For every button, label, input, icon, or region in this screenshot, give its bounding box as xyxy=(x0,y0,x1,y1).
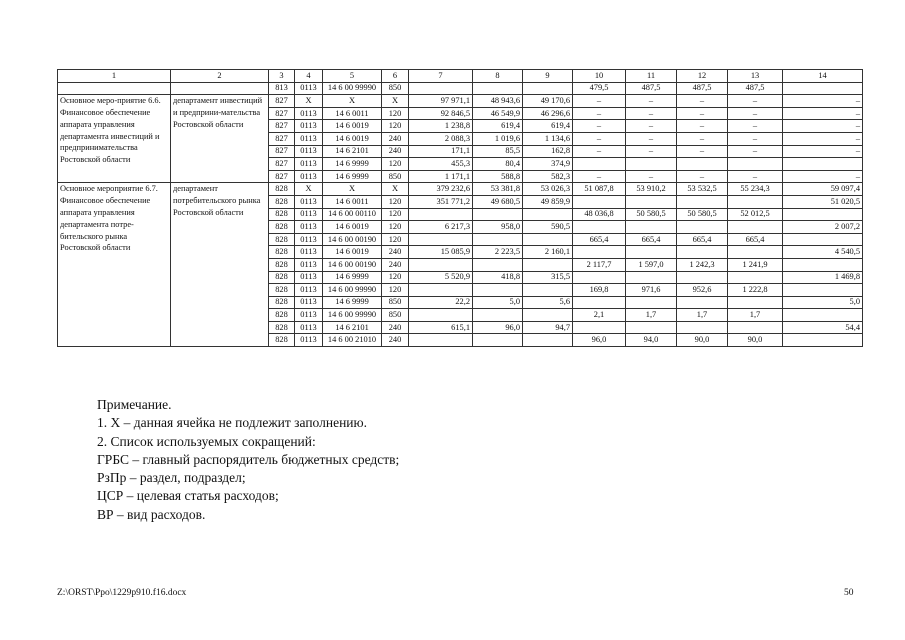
table-cell: 14 6 0019 xyxy=(323,132,382,145)
table-cell xyxy=(409,334,473,347)
table-cell: – xyxy=(626,132,677,145)
table-cell: 827 xyxy=(269,158,295,171)
table-cell xyxy=(677,246,728,259)
table-cell: 22,2 xyxy=(409,296,473,309)
table-cell: 582,3 xyxy=(523,170,573,183)
table-cell: 828 xyxy=(269,271,295,284)
table-cell: 120 xyxy=(382,107,409,120)
table-row xyxy=(58,95,863,108)
table-cell: 94,7 xyxy=(523,321,573,334)
table-cell: 827 xyxy=(269,95,295,108)
table-cell: 49 170,6 xyxy=(523,95,573,108)
table-cell: 240 xyxy=(382,132,409,145)
table-cell xyxy=(58,82,171,95)
table-cell: 1,7 xyxy=(677,309,728,322)
table-cell xyxy=(728,221,783,234)
table-cell: 120 xyxy=(382,271,409,284)
table-cell: 828 xyxy=(269,183,295,196)
table-cell: 0113 xyxy=(295,296,323,309)
table-cell xyxy=(728,296,783,309)
column-header: 7 xyxy=(409,70,473,83)
table-cell: 52 012,5 xyxy=(728,208,783,221)
note-line: ЦСР – целевая статья расходов; xyxy=(97,488,279,504)
table-row xyxy=(58,183,863,196)
table-cell: 54,4 xyxy=(783,321,863,334)
table-cell: – xyxy=(728,170,783,183)
table-cell: – xyxy=(728,95,783,108)
table-cell xyxy=(409,309,473,322)
table-cell xyxy=(171,82,269,95)
table-cell: 2 223,5 xyxy=(473,246,523,259)
table-cell: 240 xyxy=(382,258,409,271)
table-cell xyxy=(573,221,626,234)
table-cell: 46 549,9 xyxy=(473,107,523,120)
table-cell xyxy=(409,233,473,246)
table-cell: 46 296,6 xyxy=(523,107,573,120)
table-cell: 0113 xyxy=(295,258,323,271)
table-cell: 90,0 xyxy=(728,334,783,347)
table-cell: 5,6 xyxy=(523,296,573,309)
table-cell: 120 xyxy=(382,208,409,221)
table-cell: 51 020,5 xyxy=(783,195,863,208)
table-cell: 5 520,9 xyxy=(409,271,473,284)
table-cell: – xyxy=(626,145,677,158)
table-cell: 827 xyxy=(269,132,295,145)
table-cell: 827 xyxy=(269,170,295,183)
table-cell: 0113 xyxy=(295,195,323,208)
table-cell xyxy=(523,258,573,271)
table-cell: – xyxy=(728,107,783,120)
table-cell: 53 026,3 xyxy=(523,183,573,196)
table-cell xyxy=(783,82,863,95)
table-cell xyxy=(626,195,677,208)
table-cell: 120 xyxy=(382,221,409,234)
table-cell: 14 6 00 99990 xyxy=(323,309,382,322)
table-cell: 0113 xyxy=(295,120,323,133)
table-cell xyxy=(523,82,573,95)
table-cell xyxy=(573,271,626,284)
table-cell xyxy=(573,195,626,208)
table-cell: 828 xyxy=(269,233,295,246)
table-cell: – xyxy=(573,145,626,158)
table-cell: 418,8 xyxy=(473,271,523,284)
table-cell xyxy=(728,195,783,208)
column-header: 8 xyxy=(473,70,523,83)
table-cell: 665,4 xyxy=(573,233,626,246)
column-header: 14 xyxy=(783,70,863,83)
table-cell xyxy=(677,321,728,334)
table-cell: – xyxy=(626,107,677,120)
table-cell: 90,0 xyxy=(677,334,728,347)
column-header: 2 xyxy=(171,70,269,83)
table-cell: 0113 xyxy=(295,221,323,234)
table-cell: 94,0 xyxy=(626,334,677,347)
table-cell: 51 087,8 xyxy=(573,183,626,196)
table-cell: X xyxy=(295,95,323,108)
table-cell: 55 234,3 xyxy=(728,183,783,196)
table-cell: 850 xyxy=(382,309,409,322)
column-header: 4 xyxy=(295,70,323,83)
table-cell: 0113 xyxy=(295,271,323,284)
table-cell: 1 241,9 xyxy=(728,258,783,271)
table-cell: 1,7 xyxy=(626,309,677,322)
table-cell xyxy=(473,284,523,297)
table-cell: 619,4 xyxy=(523,120,573,133)
table-cell: 487,5 xyxy=(626,82,677,95)
table-cell: 120 xyxy=(382,195,409,208)
table-cell: 5,0 xyxy=(783,296,863,309)
table-cell: 96,0 xyxy=(573,334,626,347)
table-cell: 315,5 xyxy=(523,271,573,284)
column-header: 13 xyxy=(728,70,783,83)
table-cell: 53 381,8 xyxy=(473,183,523,196)
table-cell: – xyxy=(677,132,728,145)
table-cell xyxy=(677,158,728,171)
table-cell: 50 580,5 xyxy=(677,208,728,221)
table-cell: 0113 xyxy=(295,82,323,95)
table-cell xyxy=(783,233,863,246)
table-cell: 1 469,8 xyxy=(783,271,863,284)
table-cell: 14 6 00 00190 xyxy=(323,258,382,271)
table-cell xyxy=(626,296,677,309)
table-cell: 5,0 xyxy=(473,296,523,309)
table-cell: 2,1 xyxy=(573,309,626,322)
table-cell xyxy=(728,158,783,171)
table-cell: 92 846,5 xyxy=(409,107,473,120)
table-cell xyxy=(728,271,783,284)
notes-title: Примечание. xyxy=(97,397,172,412)
table-cell: 2 160,1 xyxy=(523,246,573,259)
table-cell: 665,4 xyxy=(626,233,677,246)
table-cell xyxy=(626,221,677,234)
footer-page-number: 50 xyxy=(844,588,854,598)
table-cell: 4 540,5 xyxy=(783,246,863,259)
table-cell: 240 xyxy=(382,246,409,259)
table-cell: 588,8 xyxy=(473,170,523,183)
table-cell xyxy=(573,158,626,171)
table-cell: 0113 xyxy=(295,158,323,171)
table-cell: 120 xyxy=(382,284,409,297)
table-cell: 828 xyxy=(269,258,295,271)
table-cell: – xyxy=(573,95,626,108)
table-cell: 1 238,8 xyxy=(409,120,473,133)
table-cell: 619,4 xyxy=(473,120,523,133)
column-header: 3 xyxy=(269,70,295,83)
table-cell: X xyxy=(382,95,409,108)
table-cell xyxy=(783,208,863,221)
table-cell xyxy=(523,284,573,297)
table-cell: 0113 xyxy=(295,233,323,246)
table-cell: 479,5 xyxy=(573,82,626,95)
table-cell xyxy=(783,334,863,347)
table-cell: 813 xyxy=(269,82,295,95)
table-cell: 1 222,8 xyxy=(728,284,783,297)
table-cell: – xyxy=(728,120,783,133)
table-cell: 96,0 xyxy=(473,321,523,334)
table-cell: – xyxy=(783,145,863,158)
table-cell: – xyxy=(728,145,783,158)
table-cell xyxy=(573,321,626,334)
table-cell: 59 097,4 xyxy=(783,183,863,196)
table-cell xyxy=(626,321,677,334)
table-cell: 14 6 0019 xyxy=(323,120,382,133)
footer-file-path: Z:\ORST\Ppo\1229p910.f16.docx xyxy=(57,588,187,598)
table-cell: – xyxy=(783,95,863,108)
table-cell: 14 6 00 99990 xyxy=(323,82,382,95)
table-cell xyxy=(409,208,473,221)
table-cell xyxy=(523,208,573,221)
table-cell: 48 036,8 xyxy=(573,208,626,221)
table-cell: 351 771,2 xyxy=(409,195,473,208)
table-cell: 120 xyxy=(382,158,409,171)
table-cell: 665,4 xyxy=(677,233,728,246)
table-cell: – xyxy=(677,120,728,133)
table-cell: 49 680,5 xyxy=(473,195,523,208)
table-cell: 1 134,6 xyxy=(523,132,573,145)
table-cell: – xyxy=(573,132,626,145)
table-cell: 14 6 00 00190 xyxy=(323,233,382,246)
table-cell: – xyxy=(783,120,863,133)
note-line: 1. Х – данная ячейка не подлежит заполнению. xyxy=(97,415,367,431)
table-cell xyxy=(626,158,677,171)
table-cell: 455,3 xyxy=(409,158,473,171)
table-cell xyxy=(728,321,783,334)
table-cell: 2 117,7 xyxy=(573,258,626,271)
table-cell: 14 6 9999 xyxy=(323,158,382,171)
table-cell: 120 xyxy=(382,120,409,133)
table-cell: 1 597,0 xyxy=(626,258,677,271)
table-cell: 0113 xyxy=(295,321,323,334)
measure-name-cell: Основное мероприятие 6.7. Финансовое обеспечение аппарата управления департамента потре-бительского рынка Ростовской области xyxy=(58,183,171,347)
table-cell: – xyxy=(677,145,728,158)
table-cell: 487,5 xyxy=(728,82,783,95)
table-cell: 162,8 xyxy=(523,145,573,158)
note-line: ГРБС – главный распорядитель бюджетных средств; xyxy=(97,451,400,467)
executor-cell: департамент инвестиций и предприни-мательства Ростовской области xyxy=(171,95,269,183)
table-cell: 1 019,6 xyxy=(473,132,523,145)
table-cell: 171,1 xyxy=(409,145,473,158)
table-cell: – xyxy=(626,120,677,133)
table-cell: 14 6 9999 xyxy=(323,170,382,183)
table-cell: 2 007,2 xyxy=(783,221,863,234)
table-cell: 615,1 xyxy=(409,321,473,334)
table-cell: 828 xyxy=(269,246,295,259)
table-cell: 14 6 2101 xyxy=(323,145,382,158)
table-cell: 827 xyxy=(269,145,295,158)
table-cell: 53 532,5 xyxy=(677,183,728,196)
table-cell: 14 6 0019 xyxy=(323,221,382,234)
table-cell: 952,6 xyxy=(677,284,728,297)
table-cell: 14 6 2101 xyxy=(323,321,382,334)
table-cell: 850 xyxy=(382,170,409,183)
table-cell: 14 6 00 00110 xyxy=(323,208,382,221)
column-header: 1 xyxy=(58,70,171,83)
table-cell: 14 6 9999 xyxy=(323,271,382,284)
table-cell: 85,5 xyxy=(473,145,523,158)
table-cell: 379 232,6 xyxy=(409,183,473,196)
note-line: ВР – вид расходов. xyxy=(97,506,206,522)
table-cell xyxy=(783,158,863,171)
table-cell: 828 xyxy=(269,296,295,309)
table-cell: – xyxy=(783,170,863,183)
table-cell: 850 xyxy=(382,296,409,309)
table-cell: X xyxy=(323,95,382,108)
table-cell: 0113 xyxy=(295,309,323,322)
table-cell xyxy=(523,309,573,322)
column-header: 9 xyxy=(523,70,573,83)
table-cell: 0113 xyxy=(295,246,323,259)
table-cell: 15 085,9 xyxy=(409,246,473,259)
table-cell: 0113 xyxy=(295,107,323,120)
table-cell: 827 xyxy=(269,120,295,133)
table-cell: 53 910,2 xyxy=(626,183,677,196)
table-cell: 0113 xyxy=(295,334,323,347)
table-cell xyxy=(473,258,523,271)
budget-table xyxy=(57,69,863,347)
table-cell xyxy=(523,233,573,246)
table-cell: 850 xyxy=(382,82,409,95)
table-cell: 0113 xyxy=(295,170,323,183)
table-cell: 958,0 xyxy=(473,221,523,234)
table-cell: – xyxy=(573,107,626,120)
table-cell xyxy=(409,82,473,95)
table-cell xyxy=(409,258,473,271)
column-header: 10 xyxy=(573,70,626,83)
note-line: 2. Список используемых сокращений: xyxy=(97,433,316,449)
table-cell: 14 6 00 99990 xyxy=(323,284,382,297)
table-cell: 240 xyxy=(382,321,409,334)
table-cell: 6 217,3 xyxy=(409,221,473,234)
table-cell: – xyxy=(677,107,728,120)
table-cell: 120 xyxy=(382,233,409,246)
table-cell: 0113 xyxy=(295,132,323,145)
table-cell xyxy=(677,221,728,234)
table-cell: 48 943,6 xyxy=(473,95,523,108)
table-cell: 1,7 xyxy=(728,309,783,322)
table-cell xyxy=(677,296,728,309)
table-cell: 14 6 9999 xyxy=(323,296,382,309)
table-cell: 665,4 xyxy=(728,233,783,246)
table-cell xyxy=(573,246,626,259)
table-cell xyxy=(783,309,863,322)
table-cell: – xyxy=(626,170,677,183)
table-cell: 0113 xyxy=(295,208,323,221)
table-cell: – xyxy=(573,170,626,183)
table-cell: 14 6 0019 xyxy=(323,246,382,259)
table-cell: X xyxy=(382,183,409,196)
notes-block xyxy=(97,396,399,524)
table-cell: 80,4 xyxy=(473,158,523,171)
table-cell xyxy=(473,309,523,322)
table-cell: – xyxy=(626,95,677,108)
column-header: 11 xyxy=(626,70,677,83)
column-header: 6 xyxy=(382,70,409,83)
table-cell: 374,9 xyxy=(523,158,573,171)
table-cell: 50 580,5 xyxy=(626,208,677,221)
table-cell: 828 xyxy=(269,321,295,334)
table-cell: 49 859,9 xyxy=(523,195,573,208)
table-cell: 971,6 xyxy=(626,284,677,297)
table-cell: 487,5 xyxy=(677,82,728,95)
table-cell xyxy=(677,271,728,284)
table-cell: – xyxy=(573,120,626,133)
table-cell: – xyxy=(677,170,728,183)
table-cell: – xyxy=(783,107,863,120)
table-cell: 1 171,1 xyxy=(409,170,473,183)
table-cell xyxy=(783,284,863,297)
table-cell: – xyxy=(783,132,863,145)
table-cell: 828 xyxy=(269,208,295,221)
table-cell: X xyxy=(295,183,323,196)
table-cell: 0113 xyxy=(295,284,323,297)
table-cell: 14 6 00 21010 xyxy=(323,334,382,347)
column-header: 5 xyxy=(323,70,382,83)
table-cell: 14 6 0011 xyxy=(323,195,382,208)
table-cell xyxy=(473,208,523,221)
table-cell: 590,5 xyxy=(523,221,573,234)
table-cell xyxy=(677,195,728,208)
table-cell: 827 xyxy=(269,107,295,120)
table-cell xyxy=(626,246,677,259)
table-cell xyxy=(728,246,783,259)
table-cell: 828 xyxy=(269,221,295,234)
table-cell: 828 xyxy=(269,334,295,347)
table-row xyxy=(58,82,863,95)
table-cell xyxy=(409,284,473,297)
table-cell: – xyxy=(728,132,783,145)
table-cell xyxy=(473,334,523,347)
table-cell: X xyxy=(323,183,382,196)
table-cell: 240 xyxy=(382,334,409,347)
table-cell: 828 xyxy=(269,284,295,297)
table-cell xyxy=(523,334,573,347)
note-line: РзПр – раздел, подраздел; xyxy=(97,470,246,486)
table-cell xyxy=(573,296,626,309)
table-cell: – xyxy=(677,95,728,108)
table-cell: 240 xyxy=(382,145,409,158)
table-cell: 828 xyxy=(269,195,295,208)
table-cell: 828 xyxy=(269,309,295,322)
table-cell: 0113 xyxy=(295,145,323,158)
table-cell: 2 088,3 xyxy=(409,132,473,145)
table-cell xyxy=(473,233,523,246)
table-cell: 14 6 0011 xyxy=(323,107,382,120)
table-cell: 97 971,1 xyxy=(409,95,473,108)
table-cell xyxy=(473,82,523,95)
column-header: 12 xyxy=(677,70,728,83)
executor-cell: департамент потребительского рынка Ростовской области xyxy=(171,183,269,347)
table-cell: 169,8 xyxy=(573,284,626,297)
table-cell: 1 242,3 xyxy=(677,258,728,271)
table-header-row xyxy=(58,70,863,83)
table-cell xyxy=(783,258,863,271)
measure-name-cell: Основное меро-приятие 6.6. Финансовое обеспечение аппарата управления департамента инвестиций и предпринимательства Ростовской области xyxy=(58,95,171,183)
table-cell xyxy=(626,271,677,284)
